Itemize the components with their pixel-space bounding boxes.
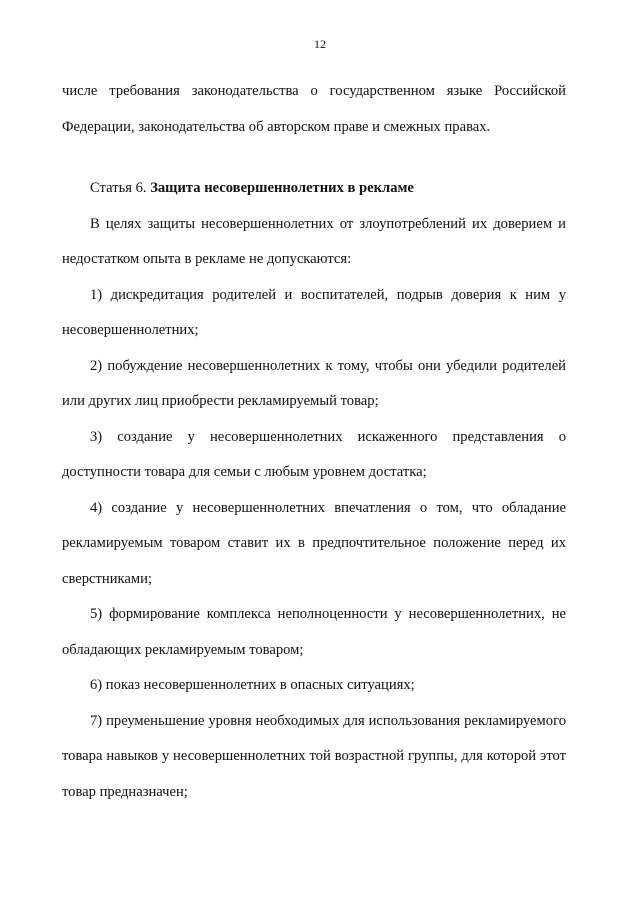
paragraph-gap [62,145,566,171]
list-item-1: 1) дискредитация родителей и воспитателей, подрыв доверия к ним у несовершеннолетних; [62,286,566,338]
article-title: Защита несовершеннолетних в рекламе [150,180,414,196]
article-number: Статья 6. [90,180,151,196]
article-lead: В целях защиты несовершеннолетних от злоупотреблений их доверием и недостатком опыта в рекламе не допускаются: [62,215,566,267]
list-item-4: 4) создание у несовершеннолетних впечатления о том, что обладание рекламируемым товаром ставит их в предпочтительное положение перед их сверстниками; [62,499,566,587]
intro-paragraph: числе требования законодательства о государственном языке Российской Федерации, законодательства об авторском праве и смежных правах. [62,83,566,135]
document-body [62,74,566,810]
list-item-2: 2) побуждение несовершеннолетних к тому, чтобы они убедили родителей или других лиц приобрести рекламируемый товар; [62,357,566,409]
article-heading [62,171,566,207]
list-item-3: 3) создание у несовершеннолетних искаженного представления о доступности товара для семьи с любым уровнем достатка; [62,428,566,480]
list-item-5: 5) формирование комплекса неполноценности у несовершеннолетних, не обладающих рекламируемым товаром; [62,606,566,658]
list-item-6: 6) показ несовершеннолетних в опасных ситуациях; [90,677,415,693]
list-item-7: 7) преуменьшение уровня необходимых для использования рекламируемого товара навыков у несовершеннолетних той возрастной группы, для которой этот товар предназначен; [62,712,566,800]
page-number: 12 [314,37,326,51]
